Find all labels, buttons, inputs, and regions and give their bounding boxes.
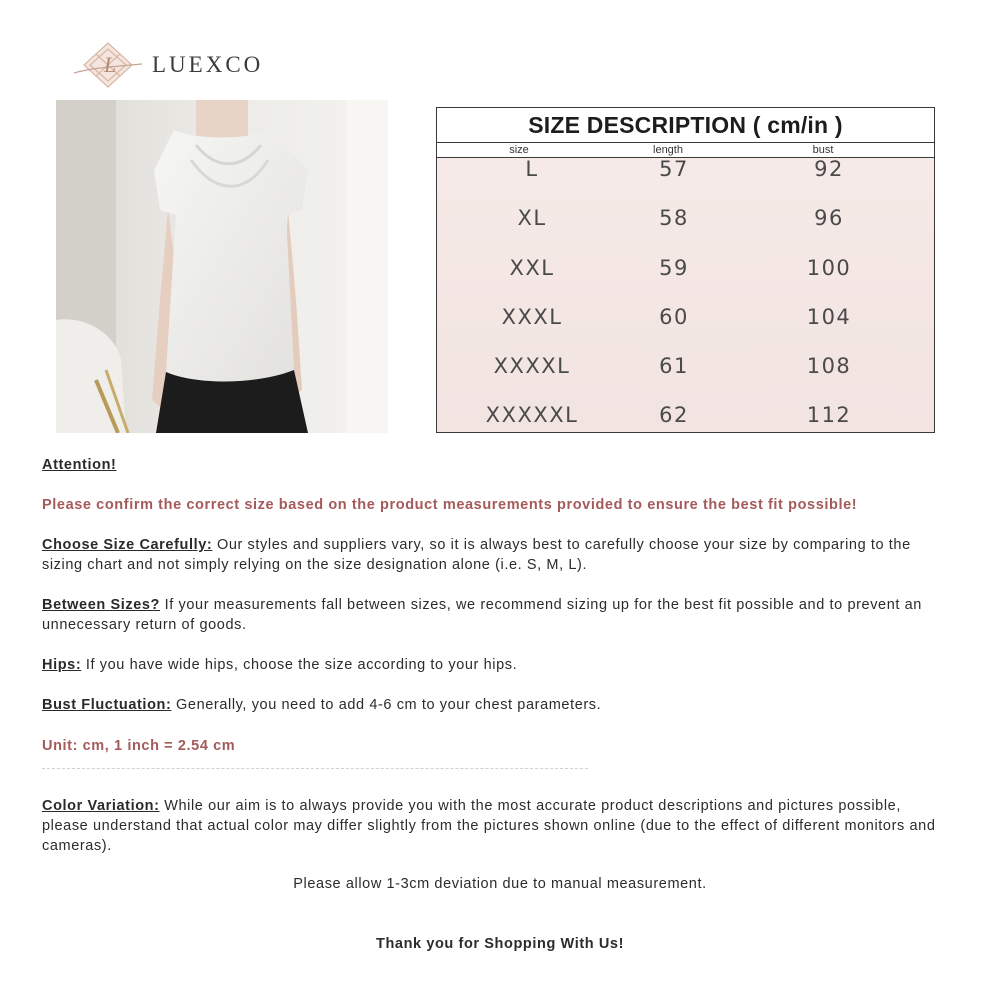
choose-size-text: Our styles and suppliers vary, so it is always best to carefully choose your size by comparing to the sizing chart and not simply relying on the size designation alone (i.e. S, M, L).: [42, 537, 911, 573]
header-bust: bust: [812, 144, 834, 156]
table-row: [437, 306, 934, 355]
cell-length: 60: [659, 304, 689, 329]
model-illustration: [56, 100, 388, 433]
cell-length: 61: [659, 354, 689, 379]
cell-size: XL: [517, 206, 547, 231]
color-variation-note: [42, 796, 942, 856]
cell-length: 62: [659, 403, 689, 428]
cell-length: 57: [659, 157, 689, 181]
unit-note: Unit: cm, 1 inch = 2.54 cm: [42, 738, 236, 754]
cell-size: XXL: [509, 255, 555, 280]
table-row: [437, 207, 934, 256]
attention-label: Attention!: [42, 457, 117, 473]
color-variation-label: Color Variation:: [42, 798, 160, 814]
brand-name: LUEXCO: [152, 52, 264, 77]
size-chart-rows: [437, 158, 934, 433]
hips-label: Hips:: [42, 657, 82, 673]
hips-note: [42, 655, 942, 675]
cell-bust: 112: [806, 403, 852, 428]
cell-size: XXXL: [501, 304, 563, 329]
thank-you-note: Thank you for Shopping With Us!: [375, 936, 625, 952]
cell-size: XXXXXL: [485, 403, 579, 428]
confirm-note: Please confirm the correct size based on the product measurements provided to ensure the best fit possible!: [42, 497, 858, 513]
cell-bust: 108: [806, 354, 852, 379]
cell-bust: 96: [814, 206, 844, 231]
table-row: [437, 404, 934, 433]
dashed-divider: [42, 768, 588, 769]
table-row: [437, 355, 934, 404]
size-chart-header: [437, 143, 934, 158]
size-chart-title: SIZE DESCRIPTION ( cm/in ): [437, 108, 934, 143]
deviation-note: Please allow 1-3cm deviation due to manual measurement.: [293, 876, 707, 892]
table-row: [437, 257, 934, 306]
choose-size-note: [42, 535, 942, 575]
cell-bust: 92: [814, 157, 844, 181]
between-sizes-label: Between Sizes?: [42, 597, 160, 613]
between-sizes-note: [42, 595, 942, 635]
attention-heading: [42, 455, 942, 475]
cell-size: L: [525, 157, 539, 181]
diamond-monogram-icon: [70, 40, 146, 90]
cell-length: 58: [659, 206, 689, 231]
bust-text: Generally, you need to add 4-6 cm to your chest parameters.: [171, 697, 602, 713]
hips-text: If you have wide hips, choose the size according to your hips.: [81, 657, 518, 673]
cell-bust: 104: [806, 304, 852, 329]
cell-length: 59: [659, 255, 689, 280]
cell-bust: 100: [806, 255, 852, 280]
color-variation-text: While our aim is to always provide you with the most accurate product descriptions and pictures possible, please understand that actual color may differ slightly from the pictures shown online (due to the effect of different monitors and cameras).: [42, 798, 936, 854]
size-chart: [436, 107, 935, 433]
header-size: size: [509, 144, 529, 156]
cell-size: XXXXL: [493, 354, 571, 379]
choose-size-label: Choose Size Carefully:: [42, 537, 213, 553]
product-photo: [56, 100, 388, 433]
svg-text:L: L: [104, 52, 117, 77]
bust-label: Bust Fluctuation:: [42, 697, 172, 713]
between-sizes-text: If your measurements fall between sizes, we recommend sizing up for the best fit possible and to prevent an unnecessary return of goods.: [42, 597, 922, 633]
bust-note: [42, 695, 942, 715]
header-length: length: [653, 144, 683, 156]
table-row: [437, 158, 934, 207]
